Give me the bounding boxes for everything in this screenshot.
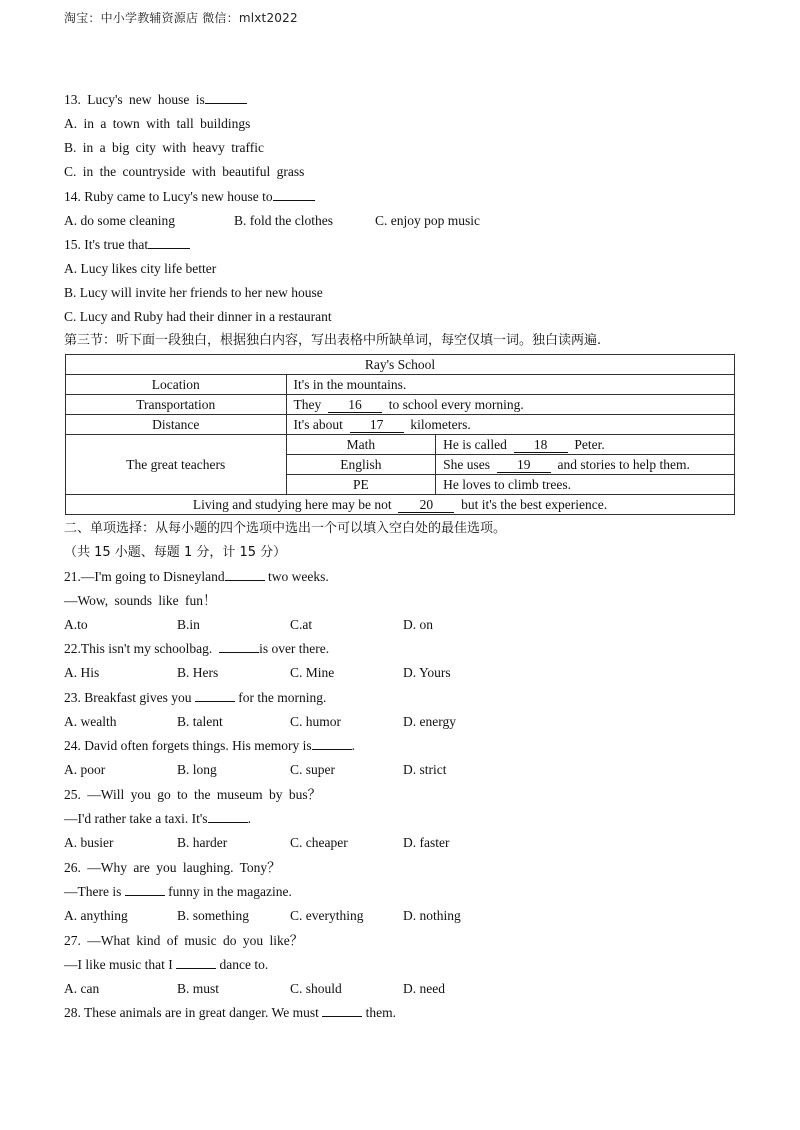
option-21d: D. on	[403, 617, 433, 632]
section3-instruction: 第三节：听下面一段独白，根据独白内容，写出表格中所缺单词，每空仅填一词。独白读两遍.	[64, 333, 602, 348]
question-24: 24. David often forgets things. His memory is .	[64, 738, 355, 753]
option-22a: A. His	[64, 665, 100, 680]
option-21c: C.at	[290, 617, 313, 632]
table-row	[66, 355, 735, 375]
option-23b: B. talent	[177, 714, 223, 729]
blank-17: 17	[350, 417, 404, 433]
option-23c: C. humor	[290, 714, 342, 729]
option-14b: B. fold the clothes	[234, 213, 333, 228]
question-26: 26. —Why are you laughing. Tony？	[64, 860, 281, 875]
option-24b: B. long	[177, 762, 217, 777]
option-27a: A. can	[64, 981, 100, 996]
option-15a: A. Lucy likes city life better	[64, 261, 217, 276]
question-26-reply: —There is funny in the magazine.	[64, 884, 292, 899]
answer-blank	[322, 1016, 362, 1017]
table-footer: Living and studying here may be not 20 but it's the best experience.	[66, 495, 735, 515]
table-title: Ray's School	[66, 355, 735, 375]
option-26d: D. nothing	[403, 908, 461, 923]
answer-blank	[208, 822, 248, 823]
table-row	[66, 375, 735, 395]
question-22: 22.This isn't my schoolbag. is over there.	[64, 641, 330, 656]
answer-blank	[225, 580, 265, 581]
teachers-label: The great teachers	[66, 435, 287, 495]
option-21a: A.to	[64, 617, 88, 632]
question-25-reply: —I'd rather take a taxi. It's .	[64, 811, 251, 826]
option-26a: A. anything	[64, 908, 128, 923]
pe-label: PE	[286, 475, 436, 495]
table-row	[66, 415, 735, 435]
table-row	[66, 395, 735, 415]
question-27-reply: —I like music that I dance to.	[64, 957, 269, 972]
option-26c: C. everything	[290, 908, 364, 923]
location-value: It's in the mountains.	[286, 375, 734, 395]
answer-blank	[312, 749, 352, 750]
english-value: She uses 19 and stories to help them.	[436, 455, 735, 475]
blank-20: 20	[398, 497, 454, 513]
question-28: 28. These animals are in great danger. We must them.	[64, 1005, 396, 1020]
part2-subtitle: （共 15 小题、每题 1 分，计 15 分）	[64, 545, 287, 560]
question-13: 13. Lucy's new house is	[64, 91, 247, 109]
option-15c: C. Lucy and Ruby had their dinner in a restaurant	[64, 309, 332, 324]
answer-blank	[125, 895, 165, 896]
option-25a: A. busier	[64, 835, 114, 850]
distance-label: Distance	[66, 415, 287, 435]
question-14: 14. Ruby came to Lucy's new house to	[64, 188, 315, 206]
option-15b: B. Lucy will invite her friends to her new house	[64, 285, 323, 300]
option-21b: B.in	[177, 617, 200, 632]
question-23: 23. Breakfast gives you for the morning.	[64, 690, 327, 705]
option-14c: C. enjoy pop music	[375, 213, 480, 228]
rays-school-table	[65, 354, 735, 515]
part2-title: 二、单项选择：从每小题的四个选项中选出一个可以填入空白处的最佳选项。	[64, 521, 507, 536]
page-header-watermark: 淘宝：中小学教辅资源店 微信：mlxt2022	[64, 11, 298, 25]
option-22b: B. Hers	[177, 665, 219, 680]
option-13b: B. in a big city with heavy traffic	[64, 140, 264, 155]
pe-value: He loves to climb trees.	[436, 475, 735, 495]
location-label: Location	[66, 375, 287, 395]
option-22c: C. Mine	[290, 665, 335, 680]
answer-blank	[176, 968, 216, 969]
question-15: 15. It's true that	[64, 236, 190, 254]
option-25d: D. faster	[403, 835, 450, 850]
question-21: 21.—I'm going to Disneyland two weeks.	[64, 569, 329, 584]
option-13a: A. in a town with tall buildings	[64, 116, 251, 131]
option-27d: D. need	[403, 981, 445, 996]
blank-16: 16	[328, 397, 382, 413]
answer-blank	[273, 200, 315, 201]
answer-blank	[205, 103, 247, 104]
option-24a: A. poor	[64, 762, 106, 777]
transport-value: They 16 to school every morning.	[286, 395, 734, 415]
math-label: Math	[286, 435, 436, 455]
math-value: He is called 18 Peter.	[436, 435, 735, 455]
answer-blank	[219, 652, 259, 653]
option-24d: D. strict	[403, 762, 447, 777]
blank-18: 18	[514, 437, 568, 453]
question-21-reply: —Wow, sounds like fun！	[64, 593, 217, 608]
question-25: 25. —Will you go to the museum by bus？	[64, 787, 322, 802]
option-24c: C. super	[290, 762, 335, 777]
option-23d: D. energy	[403, 714, 456, 729]
blank-19: 19	[497, 457, 551, 473]
english-label: English	[286, 455, 436, 475]
transport-label: Transportation	[66, 395, 287, 415]
option-14a: A. do some cleaning	[64, 213, 175, 228]
option-22d: D. Yours	[403, 665, 451, 680]
option-26b: B. something	[177, 908, 250, 923]
option-25b: B. harder	[177, 835, 228, 850]
option-25c: C. cheaper	[290, 835, 348, 850]
option-27b: B. must	[177, 981, 220, 996]
option-13c: C. in the countryside with beautiful grass	[64, 164, 305, 179]
option-23a: A. wealth	[64, 714, 117, 729]
option-27c: C. should	[290, 981, 342, 996]
answer-blank	[195, 701, 235, 702]
table-row	[66, 495, 735, 515]
table-row	[66, 435, 735, 455]
distance-value: It's about 17 kilometers.	[286, 415, 734, 435]
question-27: 27. —What kind of music do you like？	[64, 933, 304, 948]
answer-blank	[148, 248, 190, 249]
